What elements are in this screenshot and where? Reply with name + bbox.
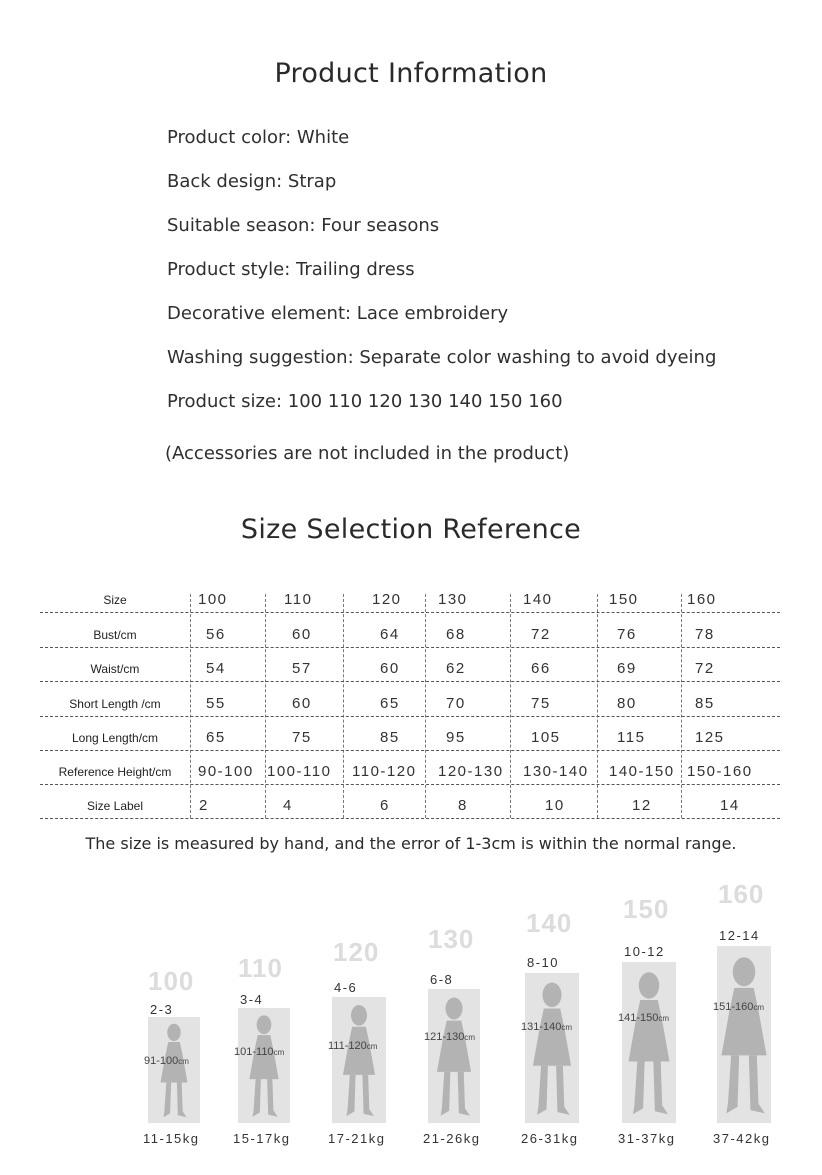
figure-height-unit: cm	[366, 1042, 378, 1051]
product-info-title: Product Information	[274, 58, 548, 89]
figure-panel	[332, 997, 386, 1123]
info-line-decoration: Decorative element: Lace embroidery	[167, 303, 509, 324]
measurement-note: The size is measured by hand, and the error of 1-3cm is within the normal range.	[85, 834, 737, 853]
table-cell: 90-100	[198, 763, 254, 780]
table-cell: 150	[609, 591, 639, 608]
table-cell: 55	[206, 695, 226, 712]
table-cell: 130	[438, 591, 468, 608]
table-cell: 80	[617, 695, 637, 712]
figure-age-range: 10-12	[624, 944, 665, 959]
table-cell: 120	[372, 591, 402, 608]
figure-height-value: 131-140	[521, 1021, 562, 1033]
info-line-washing: Washing suggestion: Separate color washing to avoid dyeing	[167, 347, 717, 368]
size-table-title: Size Selection Reference	[240, 514, 582, 545]
table-cell: 72	[695, 660, 715, 677]
figure-weight-range: 15-17kg	[233, 1131, 291, 1146]
figure-size-number: 100	[148, 966, 195, 996]
figure-panel	[238, 1008, 290, 1123]
table-cell: 68	[446, 626, 466, 643]
figure-height-value: 151-160	[713, 1001, 754, 1013]
figure-height-range	[144, 1055, 189, 1067]
table-cell: 56	[206, 626, 226, 643]
figure-age-range: 12-14	[719, 928, 760, 943]
table-cell: 14	[720, 797, 740, 814]
girl-silhouette-icon	[428, 989, 480, 1123]
row-label-waist: Waist/cm	[90, 662, 140, 676]
girl-silhouette-icon	[148, 1017, 200, 1123]
table-cell: 69	[617, 660, 637, 677]
figure-weight-range: 26-31kg	[521, 1131, 579, 1146]
row-divider	[40, 750, 780, 751]
figure-height-unit: cm	[753, 1003, 765, 1012]
table-cell: 140	[523, 591, 553, 608]
figure-age-range: 2-3	[150, 1002, 174, 1017]
figure-age-range: 8-10	[527, 955, 560, 970]
table-cell: 10	[545, 797, 565, 814]
row-divider	[40, 681, 780, 682]
row-divider	[40, 818, 780, 819]
table-cell: 140-150	[609, 763, 675, 780]
figure-height-range	[424, 1031, 475, 1043]
table-cell: 130-140	[523, 763, 589, 780]
figure-size-number: 140	[526, 908, 573, 938]
table-cell: 62	[446, 660, 466, 677]
table-cell: 65	[206, 729, 226, 746]
table-cell: 95	[446, 729, 466, 746]
row-divider	[40, 612, 780, 613]
figure-size-number: 120	[333, 937, 380, 967]
row-label-long-length: Long Length/cm	[71, 731, 159, 745]
table-cell: 115	[617, 729, 646, 746]
figure-height-range	[713, 1001, 764, 1013]
info-line-style: Product style: Trailing dress	[167, 259, 415, 280]
table-cell: 2	[199, 797, 209, 814]
table-cell: 65	[380, 695, 400, 712]
girl-silhouette-icon	[238, 1008, 290, 1123]
table-cell: 85	[695, 695, 715, 712]
figure-weight-range: 31-37kg	[618, 1131, 676, 1146]
row-label-reference-height: Reference Height/cm	[58, 765, 172, 779]
table-cell: 4	[283, 797, 293, 814]
table-cell: 66	[531, 660, 551, 677]
info-line-size: Product size: 100 110 120 130 140 150 160	[167, 391, 563, 412]
figure-weight-range: 37-42kg	[713, 1131, 771, 1146]
table-cell: 78	[695, 626, 715, 643]
table-cell: 125	[695, 729, 725, 746]
accessories-note: (Accessories are not included in the product)	[165, 443, 570, 464]
info-line-season: Suitable season: Four seasons	[167, 215, 440, 236]
figure-height-value: 101-110	[234, 1046, 274, 1058]
figure-weight-range: 11-15kg	[143, 1131, 200, 1146]
table-cell: 8	[458, 797, 468, 814]
table-cell: 72	[531, 626, 551, 643]
table-cell: 150-160	[687, 763, 753, 780]
figure-panel	[428, 989, 480, 1123]
row-label-short-length: Short Length /cm	[69, 697, 161, 711]
figure-height-range	[328, 1040, 377, 1052]
row-label-size-label: Size Label	[86, 799, 144, 813]
table-cell: 54	[206, 660, 226, 677]
row-divider	[40, 784, 780, 785]
figure-height-value: 121-130	[424, 1031, 465, 1043]
figure-height-unit: cm	[178, 1057, 189, 1066]
figure-size-number: 160	[718, 879, 765, 909]
figure-weight-range: 21-26kg	[423, 1131, 481, 1146]
table-cell: 160	[687, 591, 717, 608]
table-cell: 12	[632, 797, 652, 814]
figure-height-unit: cm	[464, 1033, 476, 1042]
girl-silhouette-icon	[622, 962, 676, 1123]
info-line-color: Product color: White	[167, 127, 350, 148]
figure-weight-range: 17-21kg	[328, 1131, 386, 1146]
figure-size-number: 110	[238, 953, 283, 983]
figure-panel	[525, 973, 579, 1123]
table-cell: 60	[292, 626, 312, 643]
table-cell: 75	[531, 695, 551, 712]
figure-height-unit: cm	[273, 1048, 285, 1057]
figure-height-range	[234, 1046, 284, 1058]
table-cell: 120-130	[438, 763, 504, 780]
table-cell: 6	[380, 797, 390, 814]
girl-silhouette-icon	[332, 997, 386, 1123]
figure-height-unit: cm	[561, 1023, 573, 1032]
figure-age-range: 3-4	[240, 992, 264, 1007]
figure-height-range	[521, 1021, 572, 1033]
info-line-back-design: Back design: Strap	[167, 171, 337, 192]
table-cell: 110	[284, 591, 313, 608]
figure-age-range: 4-6	[334, 980, 358, 995]
figure-height-range	[618, 1012, 669, 1024]
figure-panel	[148, 1017, 200, 1123]
row-divider	[40, 647, 780, 648]
figure-size-number: 130	[428, 924, 475, 954]
figure-size-number: 150	[623, 894, 670, 924]
table-cell: 57	[292, 660, 312, 677]
table-cell: 100-110	[267, 763, 332, 780]
table-cell: 110-120	[352, 763, 417, 780]
table-cell: 60	[380, 660, 400, 677]
figure-panel	[717, 946, 771, 1123]
figure-age-range: 6-8	[430, 972, 454, 987]
girl-silhouette-icon	[525, 973, 579, 1123]
table-cell: 100	[198, 591, 228, 608]
figure-height-value: 111-120	[328, 1040, 367, 1052]
row-divider	[40, 716, 780, 717]
table-cell: 75	[292, 729, 312, 746]
table-cell: 76	[617, 626, 637, 643]
row-label-bust: Bust/cm	[93, 628, 137, 642]
figure-height-value: 91-100	[144, 1055, 179, 1067]
table-cell: 85	[380, 729, 400, 746]
figure-height-unit: cm	[658, 1014, 670, 1023]
table-cell: 64	[380, 626, 400, 643]
figure-panel	[622, 962, 676, 1123]
row-label-size: Size	[103, 593, 127, 607]
figure-height-value: 141-150	[618, 1012, 659, 1024]
table-cell: 70	[446, 695, 466, 712]
table-cell: 105	[531, 729, 561, 746]
girl-silhouette-icon	[717, 946, 771, 1123]
table-cell: 60	[292, 695, 312, 712]
